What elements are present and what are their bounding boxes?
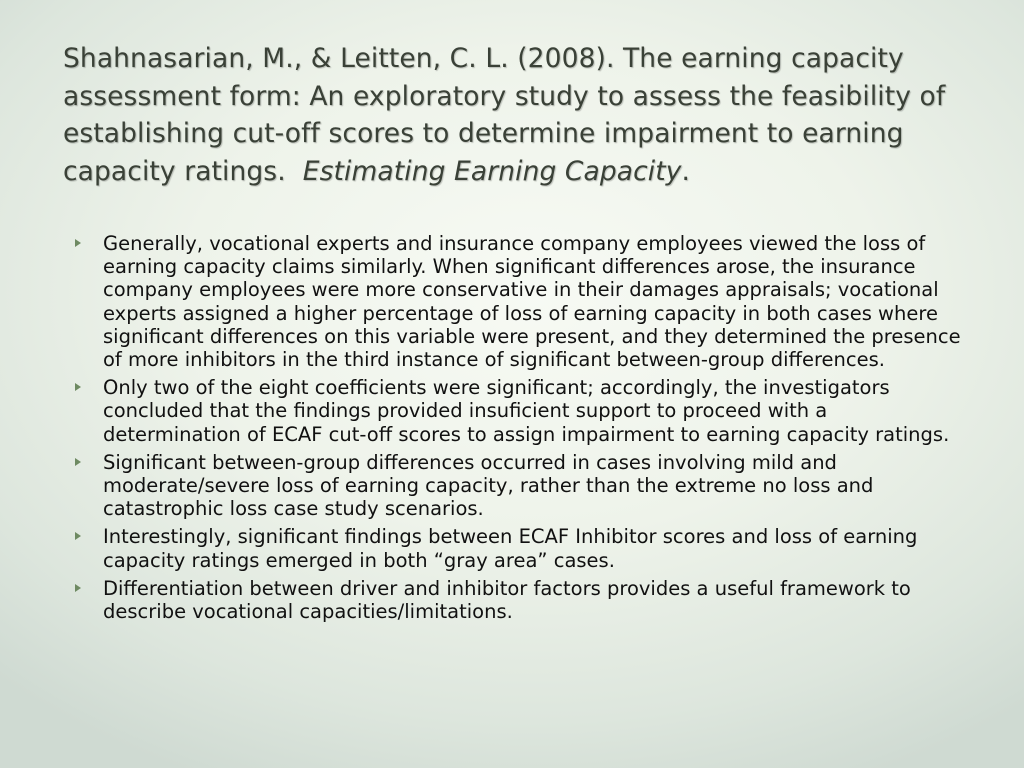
title-end-punct: . [681, 155, 691, 187]
triangle-bullet-icon [75, 532, 81, 540]
triangle-bullet-icon [75, 584, 81, 592]
bullet-text: Differentiation between driver and inhibitor factors provides a useful framework to describe vocational capacities/limitations. [103, 576, 911, 624]
bullet-text: Only two of the eight coefficients were significant; accordingly, the investigators concluded that the findings provided insuficient support to proceed with a determination of ECAF cut-off scores to assign impairment to earning capacity ratings. [103, 376, 950, 446]
bullet-text: Generally, vocational experts and insurance company employees viewed the loss of earning capacity claims similarly. When significant differences arose, the insurance company employees were more conservative in their damages appraisals; vocational experts assigned a higher percentage of loss of earning capacity in both cases where significant differences on this variable were present, and they determined the presence of more inhibitors in the third instance of significant between-group differences. [103, 232, 961, 372]
bullet-text: Significant between-group differences occurred in cases involving mild and moderate/severe loss of earning capacity, rather than the extreme no loss and catastrophic loss case study scenarios. [103, 450, 874, 521]
bullet-item [75, 451, 970, 521]
triangle-bullet-icon [75, 458, 81, 466]
title-journal: Estimating Earning Capacity [302, 155, 682, 187]
bullet-list [75, 232, 970, 628]
bullet-item [75, 232, 970, 371]
title-citation: Shahnasarian, M., & Leitten, C. L. (2008). The earning capacity assessment form: An exploratory study to assess the feasibility of establishing cut-off scores to determine impairment to earning capacity ratings. [63, 43, 946, 187]
slide-title [63, 40, 963, 190]
bullet-item [75, 577, 970, 623]
bullet-item [75, 376, 970, 446]
triangle-bullet-icon [75, 383, 81, 391]
bullet-item [75, 525, 970, 571]
triangle-bullet-icon [75, 239, 81, 247]
bullet-text: Interestingly, significant findings between ECAF Inhibitor scores and loss of earning capacity ratings emerged in both “gray area” cases. [103, 525, 918, 572]
